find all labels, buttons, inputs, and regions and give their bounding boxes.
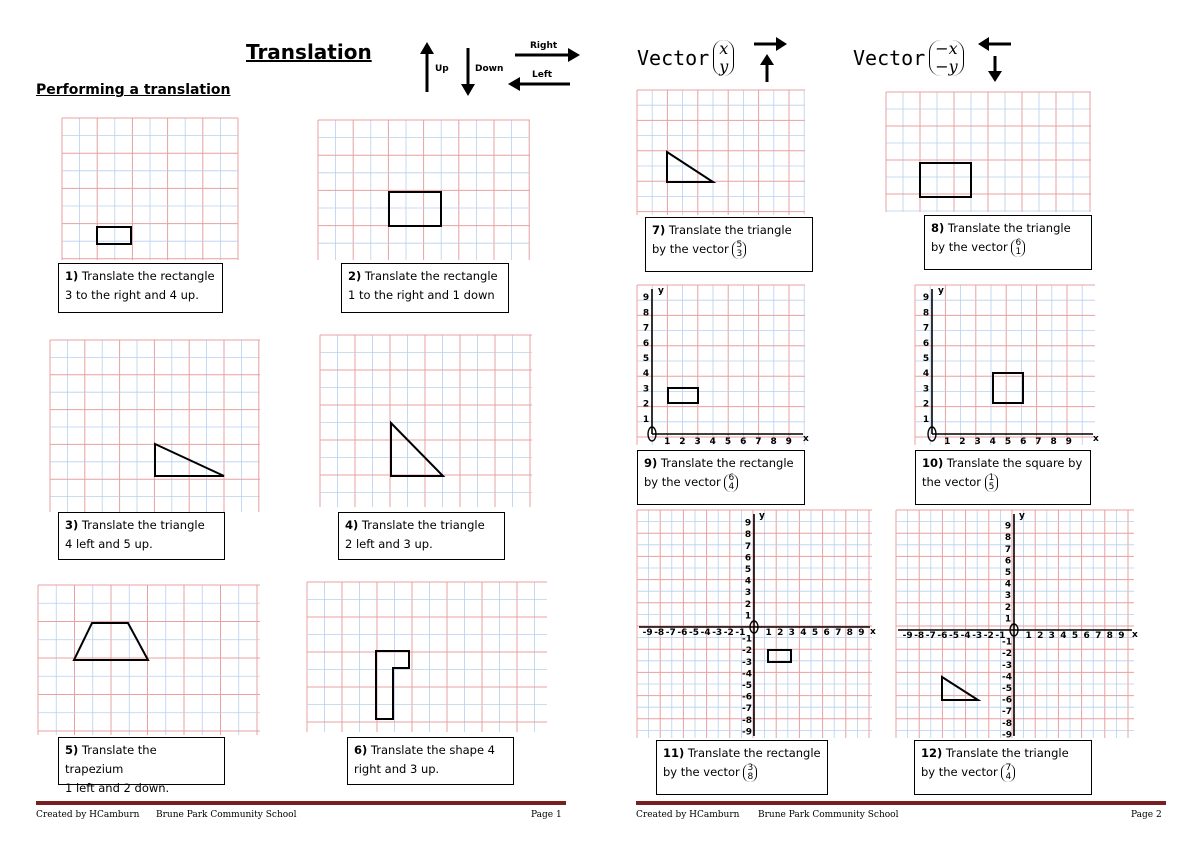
y-tick-label: 3: [922, 384, 930, 395]
y-tick-label: 9: [744, 518, 752, 529]
question-text: Translate the triangle: [361, 518, 485, 532]
y-tick-label: -7: [1002, 707, 1012, 718]
rectangle-shape: [389, 192, 441, 226]
y-tick-label: 2: [744, 599, 752, 610]
x-tick-label: 5: [1004, 437, 1012, 447]
y-axis-label: y: [1019, 511, 1025, 521]
triangle-shape: [391, 423, 443, 476]
y-tick-label: 1: [744, 611, 752, 622]
x-axis-label: x: [1093, 434, 1099, 444]
x-tick-label: 7: [755, 437, 762, 447]
question-text: Translate the rectangle: [660, 456, 794, 470]
y-axis-label: y: [938, 286, 944, 296]
left-label: Left: [532, 70, 553, 80]
down-label: Down: [475, 64, 504, 74]
question-11: [656, 740, 828, 795]
x-tick-label: 4: [709, 437, 716, 447]
x-tick-label: -7: [665, 628, 676, 638]
question-text: Translate the rectangle: [687, 746, 821, 760]
y-tick-label: 4: [642, 369, 650, 380]
x-tick-label: 2: [959, 437, 966, 447]
question-4: [338, 512, 505, 560]
x-tick-label: -4: [700, 628, 711, 638]
footer-bar: [636, 801, 1166, 805]
question-text: by the vector: [644, 475, 721, 489]
vector-y: 8: [747, 771, 754, 782]
vector-word: Vector: [637, 46, 710, 70]
grid-q11: [637, 510, 876, 738]
y-tick-label: 5: [642, 354, 650, 364]
y-tick-label: 7: [1004, 544, 1012, 555]
x-axis-label: x: [1132, 630, 1138, 640]
question-number: 12): [921, 746, 943, 760]
triangle-shape: [942, 677, 978, 700]
grid-svg: [915, 285, 1099, 447]
rectangle-shape: [668, 388, 698, 403]
footer-school: Brune Park Community School: [156, 810, 297, 820]
y-tick-label: -6: [1002, 695, 1012, 706]
grid-svg: [637, 510, 876, 738]
grid-q9: [637, 285, 809, 447]
x-tick-label: -5: [949, 631, 959, 641]
x-axis-label: x: [870, 627, 876, 637]
vector-x: 6: [1015, 237, 1022, 248]
question-number: 10): [922, 456, 944, 470]
question-text: by the vector: [931, 240, 1008, 254]
question-text: by the vector: [663, 765, 740, 779]
x-tick-label: -1: [735, 628, 746, 638]
grid-svg: [307, 582, 547, 732]
x-tick-label: 3: [694, 437, 701, 447]
vector-x: 3: [747, 762, 754, 773]
x-tick-label: -6: [937, 631, 948, 641]
footer-bar: [36, 801, 566, 805]
grid-q4: [320, 335, 532, 507]
question-text: by the vector: [921, 765, 998, 779]
grid-q12: [896, 510, 1138, 741]
section-subtitle: Performing a translation: [36, 82, 231, 98]
y-tick-label: 7: [642, 323, 650, 334]
grid-svg: [320, 335, 532, 507]
y-tick-label: 3: [744, 588, 752, 599]
y-tick-label: 6: [642, 338, 650, 349]
footer-school: Brune Park Community School: [758, 810, 899, 820]
y-tick-label: -5: [1002, 684, 1012, 694]
x-tick-label: 3: [974, 437, 981, 447]
rectangle-shape: [920, 163, 971, 197]
y-tick-label: 9: [642, 293, 650, 304]
question-text: 3 to the right and 4 up.: [65, 288, 199, 302]
y-tick-label: -7: [742, 704, 752, 715]
question-text: the vector: [922, 475, 982, 489]
y-tick-label: 3: [642, 384, 650, 395]
x-tick-label: -3: [712, 628, 723, 638]
y-tick-label: 8: [744, 530, 752, 541]
vector-y: 1: [1015, 246, 1022, 257]
vector-y: 3: [736, 248, 743, 259]
x-tick-label: 2: [679, 437, 686, 447]
x-tick-label: -7: [925, 631, 936, 641]
question-text: Translate the triangle: [668, 223, 792, 237]
x-tick-label: 9: [785, 437, 792, 447]
grid-svg: [637, 285, 809, 447]
vector-y: 5: [988, 481, 995, 492]
x-tick-label: 1: [664, 437, 671, 447]
x-tick-label: 4: [1060, 631, 1067, 641]
question-text: Translate the triangle: [81, 518, 205, 532]
grid-svg: [637, 90, 805, 215]
vector-column: [929, 40, 963, 76]
y-tick-label: 4: [922, 369, 930, 380]
question-number: 5): [65, 743, 79, 757]
question-number: 8): [931, 221, 945, 235]
vector-top: −x: [935, 39, 958, 58]
y-tick-label: 4: [744, 576, 752, 587]
x-tick-label: -5: [689, 628, 699, 638]
x-tick-label: 1: [944, 437, 951, 447]
question-number: 3): [65, 518, 79, 532]
footer-page: Page 2: [1131, 810, 1162, 820]
question-text: 1 to the right and 1 down: [348, 288, 495, 302]
y-tick-label: -1: [1002, 637, 1012, 648]
vector-top: x: [719, 39, 729, 58]
vector-column: [1011, 239, 1025, 257]
y-tick-label: -8: [1002, 718, 1012, 729]
l-shape: [376, 651, 409, 719]
x-tick-label: -2: [723, 628, 734, 638]
question-text: 2 left and 3 up.: [345, 537, 433, 551]
question-text: by the vector: [652, 242, 729, 256]
y-tick-label: 5: [922, 354, 930, 364]
question-number: 2): [348, 269, 362, 283]
vector-x: 6: [728, 472, 735, 483]
x-tick-label: 9: [1065, 437, 1072, 447]
x-tick-label: -9: [642, 628, 653, 638]
x-tick-label: 1: [765, 628, 772, 638]
y-tick-label: 2: [1004, 602, 1012, 613]
question-7: [645, 217, 813, 272]
y-tick-label: 9: [922, 293, 930, 304]
question-text: Translate the triangle: [947, 221, 1071, 235]
y-tick-label: -4: [742, 669, 752, 680]
question-12: [914, 740, 1092, 795]
question-text: 4 left and 5 up.: [65, 537, 153, 551]
x-tick-label: 3: [1048, 631, 1055, 641]
question-number: 9): [644, 456, 658, 470]
vector-column: [732, 241, 746, 259]
y-tick-label: 5: [1004, 568, 1012, 578]
y-tick-label: -5: [742, 681, 752, 691]
question-9: [637, 450, 805, 505]
x-tick-label: 8: [846, 628, 853, 638]
question-1: [58, 263, 223, 313]
y-tick-label: -2: [1002, 649, 1012, 660]
x-axis-label: x: [803, 434, 809, 444]
y-tick-label: 3: [1004, 591, 1012, 602]
y-tick-label: 1: [922, 414, 930, 425]
y-tick-label: -2: [742, 646, 752, 657]
x-tick-label: 9: [858, 628, 865, 638]
footer-page: Page 1: [531, 810, 562, 820]
x-tick-label: -8: [914, 631, 925, 641]
grid-q6: [307, 582, 547, 732]
left-down-arrows-icon: [975, 36, 1015, 84]
x-tick-label: 8: [1106, 631, 1113, 641]
vector-y: 4: [728, 481, 735, 492]
x-tick-label: 5: [724, 437, 732, 447]
grid-q3: [50, 340, 260, 512]
x-tick-label: 6: [740, 437, 747, 447]
x-tick-label: 6: [1020, 437, 1027, 447]
x-tick-label: 7: [835, 628, 842, 638]
y-tick-label: 6: [922, 338, 930, 349]
question-2: [341, 263, 509, 313]
grid-svg: [896, 510, 1138, 741]
x-tick-label: 5: [811, 628, 819, 638]
vector-column: [724, 474, 738, 492]
vector-y: 4: [1005, 771, 1012, 782]
question-text: 1 left and 2 down.: [65, 781, 170, 795]
y-tick-label: 9: [1004, 521, 1012, 532]
x-tick-label: 6: [1083, 631, 1090, 641]
y-tick-label: 8: [642, 308, 650, 319]
vector-bottom: y: [719, 57, 729, 76]
question-number: 4): [345, 518, 359, 532]
y-tick-label: 7: [922, 323, 930, 334]
direction-key: [415, 40, 585, 100]
y-axis-label: y: [759, 511, 765, 521]
question-10: [915, 450, 1091, 505]
vector-definition-2: [853, 36, 964, 80]
question-text: right and 3 up.: [354, 762, 440, 776]
x-tick-label: -3: [972, 631, 983, 641]
vector-x: 5: [736, 239, 743, 250]
x-tick-label: 4: [800, 628, 807, 638]
vector-x: 1: [988, 472, 995, 483]
y-tick-label: 7: [744, 541, 752, 552]
y-tick-label: 8: [922, 308, 930, 319]
right-up-arrows-icon: [752, 36, 792, 84]
question-number: 7): [652, 223, 666, 237]
question-number: 6): [354, 743, 368, 757]
triangle-shape: [667, 152, 713, 182]
x-tick-label: 2: [1037, 631, 1044, 641]
x-tick-label: -8: [654, 628, 665, 638]
up-label: Up: [435, 64, 449, 74]
y-tick-label: -4: [1002, 672, 1012, 683]
x-tick-label: -1: [995, 631, 1006, 641]
grid-q5: [38, 585, 260, 735]
y-tick-label: 2: [642, 399, 650, 410]
y-tick-label: 6: [1004, 556, 1012, 567]
x-tick-label: 9: [1118, 631, 1125, 641]
y-tick-label: -1: [742, 634, 752, 645]
y-axis-label: y: [658, 286, 664, 296]
x-tick-label: 3: [788, 628, 795, 638]
grid-svg: [50, 340, 260, 512]
grid-q8: [886, 92, 1091, 212]
y-tick-label: -3: [742, 657, 752, 668]
x-tick-label: -9: [902, 631, 913, 641]
y-tick-label: 1: [1004, 614, 1012, 625]
question-text: Translate the rectangle: [81, 269, 215, 283]
vector-arrows-2: [975, 36, 1015, 88]
y-tick-label: 5: [744, 565, 752, 575]
grid-q1: [62, 118, 238, 260]
x-tick-label: 5: [1071, 631, 1079, 641]
x-tick-label: 2: [777, 628, 784, 638]
grid-q10: [915, 285, 1099, 447]
footer-author: Created by HCamburn: [36, 810, 140, 820]
y-tick-label: 2: [922, 399, 930, 410]
question-number: 11): [663, 746, 685, 760]
question-8: [924, 215, 1092, 270]
x-tick-label: 6: [823, 628, 830, 638]
footer-author: Created by HCamburn: [636, 810, 740, 820]
question-6: [347, 737, 514, 785]
square-shape: [993, 373, 1023, 403]
grid-svg: [38, 585, 260, 735]
question-text: Translate the square by: [946, 456, 1083, 470]
vector-column: [985, 474, 999, 492]
x-tick-label: 4: [989, 437, 996, 447]
vector-column: [743, 764, 757, 782]
y-tick-label: -9: [1002, 730, 1012, 741]
x-tick-label: -2: [983, 631, 994, 641]
question-number: 1): [65, 269, 79, 283]
vector-column: [1001, 764, 1015, 782]
grid-svg: [62, 118, 238, 260]
vector-column: [713, 40, 734, 76]
grid-q7: [637, 90, 805, 215]
x-tick-label: 8: [770, 437, 777, 447]
grid-svg: [318, 120, 530, 260]
vector-definition-1: [637, 36, 734, 80]
page-title: Translation: [246, 40, 372, 64]
x-tick-label: 7: [1035, 437, 1042, 447]
y-tick-label: -9: [742, 727, 752, 738]
x-tick-label: 1: [1025, 631, 1032, 641]
vector-x: 7: [1005, 762, 1012, 773]
grid-svg: [886, 92, 1091, 212]
y-tick-label: 8: [1004, 533, 1012, 544]
question-text: Translate the shape 4: [370, 743, 495, 757]
y-tick-label: -3: [1002, 660, 1012, 671]
question-text: Translate the triangle: [945, 746, 1069, 760]
y-tick-label: -6: [742, 692, 752, 703]
question-text: Translate the trapezium: [65, 743, 157, 776]
x-tick-label: -4: [960, 631, 971, 641]
y-tick-label: 4: [1004, 579, 1012, 590]
y-tick-label: 1: [642, 414, 650, 425]
question-3: [58, 512, 225, 560]
grid-q2: [318, 120, 530, 260]
vector-bottom: −y: [935, 57, 958, 76]
y-tick-label: 6: [744, 553, 752, 564]
question-text: Translate the rectangle: [364, 269, 498, 283]
x-tick-label: 8: [1050, 437, 1057, 447]
x-tick-label: 7: [1095, 631, 1102, 641]
y-tick-label: -8: [742, 715, 752, 726]
vector-arrows-1: [752, 36, 792, 88]
question-5: [58, 737, 225, 795]
right-label: Right: [530, 41, 558, 51]
x-tick-label: -6: [677, 628, 688, 638]
vector-word: Vector: [853, 46, 926, 70]
